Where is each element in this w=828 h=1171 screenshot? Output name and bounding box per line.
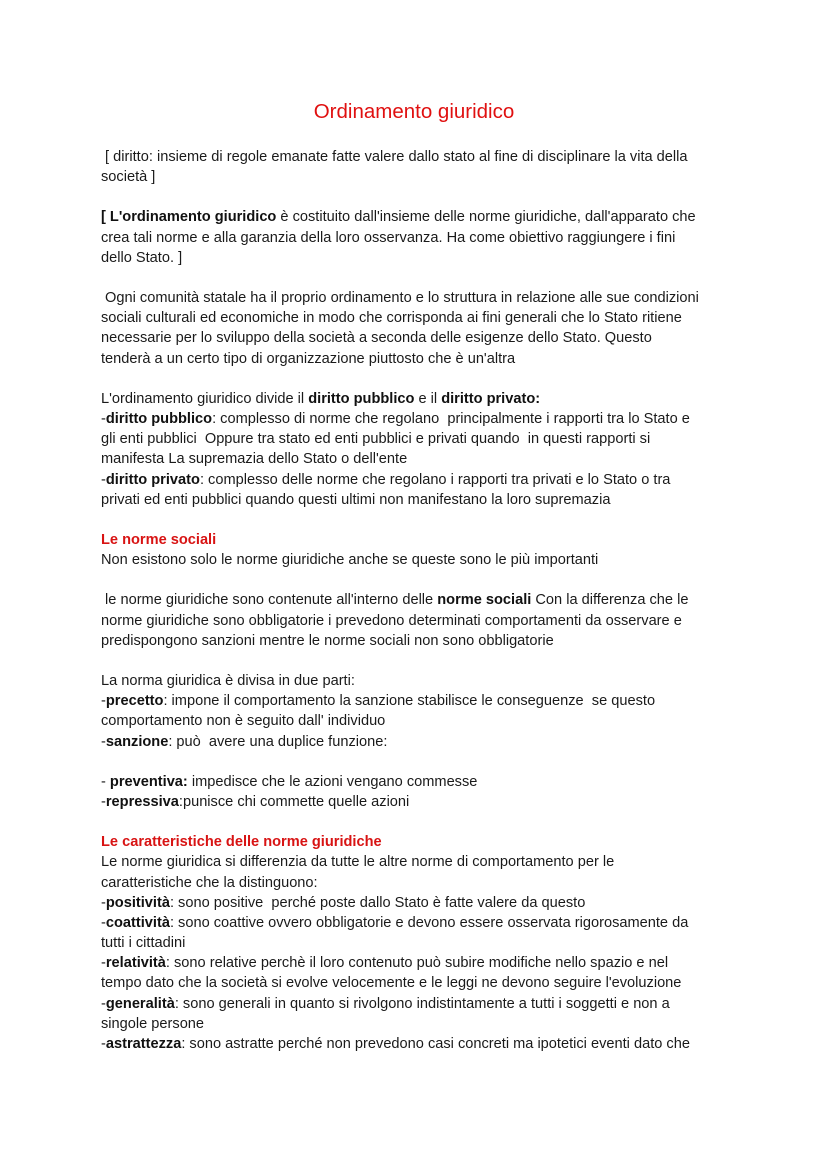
paragraph-spacer xyxy=(101,268,741,288)
paragraph xyxy=(101,207,741,267)
text-run: società ] xyxy=(101,169,156,186)
text-run: gli enti pubblici Oppure tra stato ed enti pubblici e privati quando in questi rapporti si xyxy=(101,431,651,448)
text-line xyxy=(101,711,741,731)
bold-term: astrattezza xyxy=(105,1035,182,1052)
text-line xyxy=(101,772,741,792)
text-run: - xyxy=(101,471,106,488)
text-run: tempo dato che la società si evolve velocemente e le leggi ne devono seguire l'evoluzione xyxy=(101,975,682,992)
text-line xyxy=(101,973,741,993)
text-run: comportamento non è seguito dall' individuo xyxy=(101,713,386,730)
text-run: norme giuridiche sono obbligatorie i prevedono determinati comportamenti da osservare e xyxy=(101,612,682,629)
text-run: : può avere una duplice funzione: xyxy=(168,733,388,750)
text-run: La norma giuridica è divisa in due parti: xyxy=(101,673,355,690)
bold-term: relatività xyxy=(105,955,166,972)
paragraph xyxy=(101,772,741,812)
text-line xyxy=(101,671,741,691)
text-run: - xyxy=(101,733,106,750)
bold-term: coattività xyxy=(105,914,170,931)
text-run: - xyxy=(101,773,110,790)
paragraph-spacer xyxy=(101,187,741,207)
text-run: le norme giuridiche sono contenute all'interno delle xyxy=(101,592,438,609)
paragraph xyxy=(101,389,741,510)
paragraph-spacer xyxy=(101,510,741,530)
text-run: tenderà a un certo tipo di organizzazione piuttosto che è un'altra xyxy=(101,350,516,367)
text-run: Non esistono solo le norme giuridiche anche se queste sono le più importanti xyxy=(101,552,599,569)
text-run: predispongono sanzioni mentre le norme sociali non sono obbligatorie xyxy=(101,632,554,649)
text-run: impedisce che le azioni vengano commesse xyxy=(187,773,478,790)
text-run: tutti i cittadini xyxy=(101,935,186,952)
bold-term: precetto xyxy=(105,693,164,710)
text-line xyxy=(101,449,741,469)
text-line xyxy=(101,852,741,872)
text-run: - xyxy=(101,411,106,428)
text-run: - xyxy=(101,955,106,972)
text-run: L'ordinamento giuridico divide il xyxy=(101,390,309,407)
paragraph xyxy=(101,590,741,650)
text-line xyxy=(101,631,741,651)
text-run: dello Stato. ] xyxy=(101,249,183,266)
section xyxy=(101,530,741,570)
text-run: Ogni comunità statale ha il proprio ordinamento e lo struttura in relazione alle sue condizioni xyxy=(101,290,699,307)
text-run: sociali culturali ed economiche in modo che corrisponda ai fini generali che lo Stato ritiene xyxy=(101,310,682,327)
text-run: : sono relative perchè il loro contenuto può subire modifiche nello spazio e nel xyxy=(165,955,669,972)
text-line xyxy=(101,409,741,429)
text-run: : impone il comportamento la sanzione stabilisce le conseguenze se questo xyxy=(163,693,656,710)
bold-term: norme sociali xyxy=(437,592,532,609)
paragraph-spacer xyxy=(101,369,741,389)
text-line xyxy=(101,611,741,631)
section xyxy=(101,832,741,1054)
paragraph-spacer xyxy=(101,812,741,832)
text-line xyxy=(101,732,741,752)
text-line xyxy=(101,308,741,328)
text-run: caratteristiche che la distinguono: xyxy=(101,874,318,891)
bold-term: [ L'ordinamento giuridico xyxy=(101,209,277,226)
paragraph xyxy=(101,147,741,187)
text-line xyxy=(101,1034,741,1054)
text-run: Con la differenza che le xyxy=(531,592,689,609)
section-heading: Le norme sociali xyxy=(101,531,217,548)
paragraph-spacer xyxy=(101,651,741,671)
text-line xyxy=(101,470,741,490)
text-run: privati ed enti pubblici quando questi ultimi non manifestano la loro supremazia xyxy=(101,491,611,508)
text-line xyxy=(101,389,741,409)
text-run: : sono coattive ovvero obbligatorie e devono essere osservata rigorosamente da xyxy=(169,914,689,931)
text-run: - xyxy=(101,794,106,810)
text-run: è costituito dall'insieme delle norme giuridiche, dall'apparato che xyxy=(276,209,696,226)
text-line xyxy=(101,490,741,510)
text-line xyxy=(101,349,741,369)
text-line xyxy=(101,248,741,268)
text-run: :punisce chi commette quelle azioni xyxy=(178,794,410,810)
text-line xyxy=(101,550,741,570)
bold-term: generalità xyxy=(105,995,175,1012)
bold-term: diritto pubblico xyxy=(105,411,213,428)
section-heading: Le caratteristiche delle norme giuridiche xyxy=(101,834,382,851)
text-line xyxy=(101,953,741,973)
paragraph-spacer xyxy=(101,752,741,772)
text-line xyxy=(101,873,741,893)
text-run: - xyxy=(101,995,106,1012)
text-run: Le norme giuridica si differenzia da tutte le altre norme di comportamento per le xyxy=(101,854,615,871)
text-line xyxy=(101,167,741,187)
text-run: - xyxy=(101,1035,106,1052)
document-title: Ordinamento giuridico xyxy=(313,100,515,123)
text-line xyxy=(101,893,741,913)
text-line xyxy=(101,207,741,227)
bold-term: sanzione xyxy=(105,733,169,750)
text-run: e il xyxy=(414,390,442,407)
text-run: crea tali norme e alla garanzia della loro osservanza. Ha come obiettivo raggiungere i fini xyxy=(101,229,676,246)
bold-term: diritto privato xyxy=(105,471,200,488)
text-run: [ diritto: insieme di regole emanate fatte valere dallo stato al fine di disciplinare la vita della xyxy=(101,149,688,165)
document-body xyxy=(101,147,741,1054)
paragraph xyxy=(101,288,741,369)
text-line xyxy=(101,994,741,1014)
text-line xyxy=(101,429,741,449)
text-run: : sono positive perché poste dallo Stato è fatte valere da questo xyxy=(169,894,586,911)
text-run: - xyxy=(101,894,106,911)
bold-term: preventiva: xyxy=(109,773,188,790)
paragraph xyxy=(101,671,741,752)
text-run: necessarie per lo sviluppo della società a seconda delle esigenze dello Stato. Questo xyxy=(101,330,652,347)
text-line xyxy=(101,147,741,167)
bold-term: diritto pubblico xyxy=(308,390,415,407)
text-run: : complesso delle norme che regolano i rapporti tra privati e lo Stato o tra xyxy=(199,471,671,488)
text-run: manifesta La supremazia dello Stato o dell'ente xyxy=(101,451,408,468)
text-run: : sono generali in quanto si rivolgono indistintamente a tutti i soggetti e non a xyxy=(174,995,670,1012)
text-line xyxy=(101,933,741,953)
text-line xyxy=(101,228,741,248)
text-run: : complesso di norme che regolano principalmente i rapporti tra lo Stato e xyxy=(212,411,690,428)
bold-term: repressiva xyxy=(105,794,179,810)
text-line xyxy=(101,913,741,933)
text-line xyxy=(101,328,741,348)
text-line xyxy=(101,288,741,308)
text-run: : sono astratte perché non prevedono casi concreti ma ipotetici eventi dato che xyxy=(181,1035,690,1052)
text-run: - xyxy=(101,914,106,931)
text-line xyxy=(101,792,741,812)
text-run: singole persone xyxy=(101,1015,205,1032)
text-line xyxy=(101,1014,741,1034)
text-line xyxy=(101,590,741,610)
bold-term: positività xyxy=(105,894,170,911)
paragraph-spacer xyxy=(101,570,741,590)
text-run: - xyxy=(101,693,106,710)
bold-term: diritto privato: xyxy=(441,390,541,407)
text-line xyxy=(101,691,741,711)
